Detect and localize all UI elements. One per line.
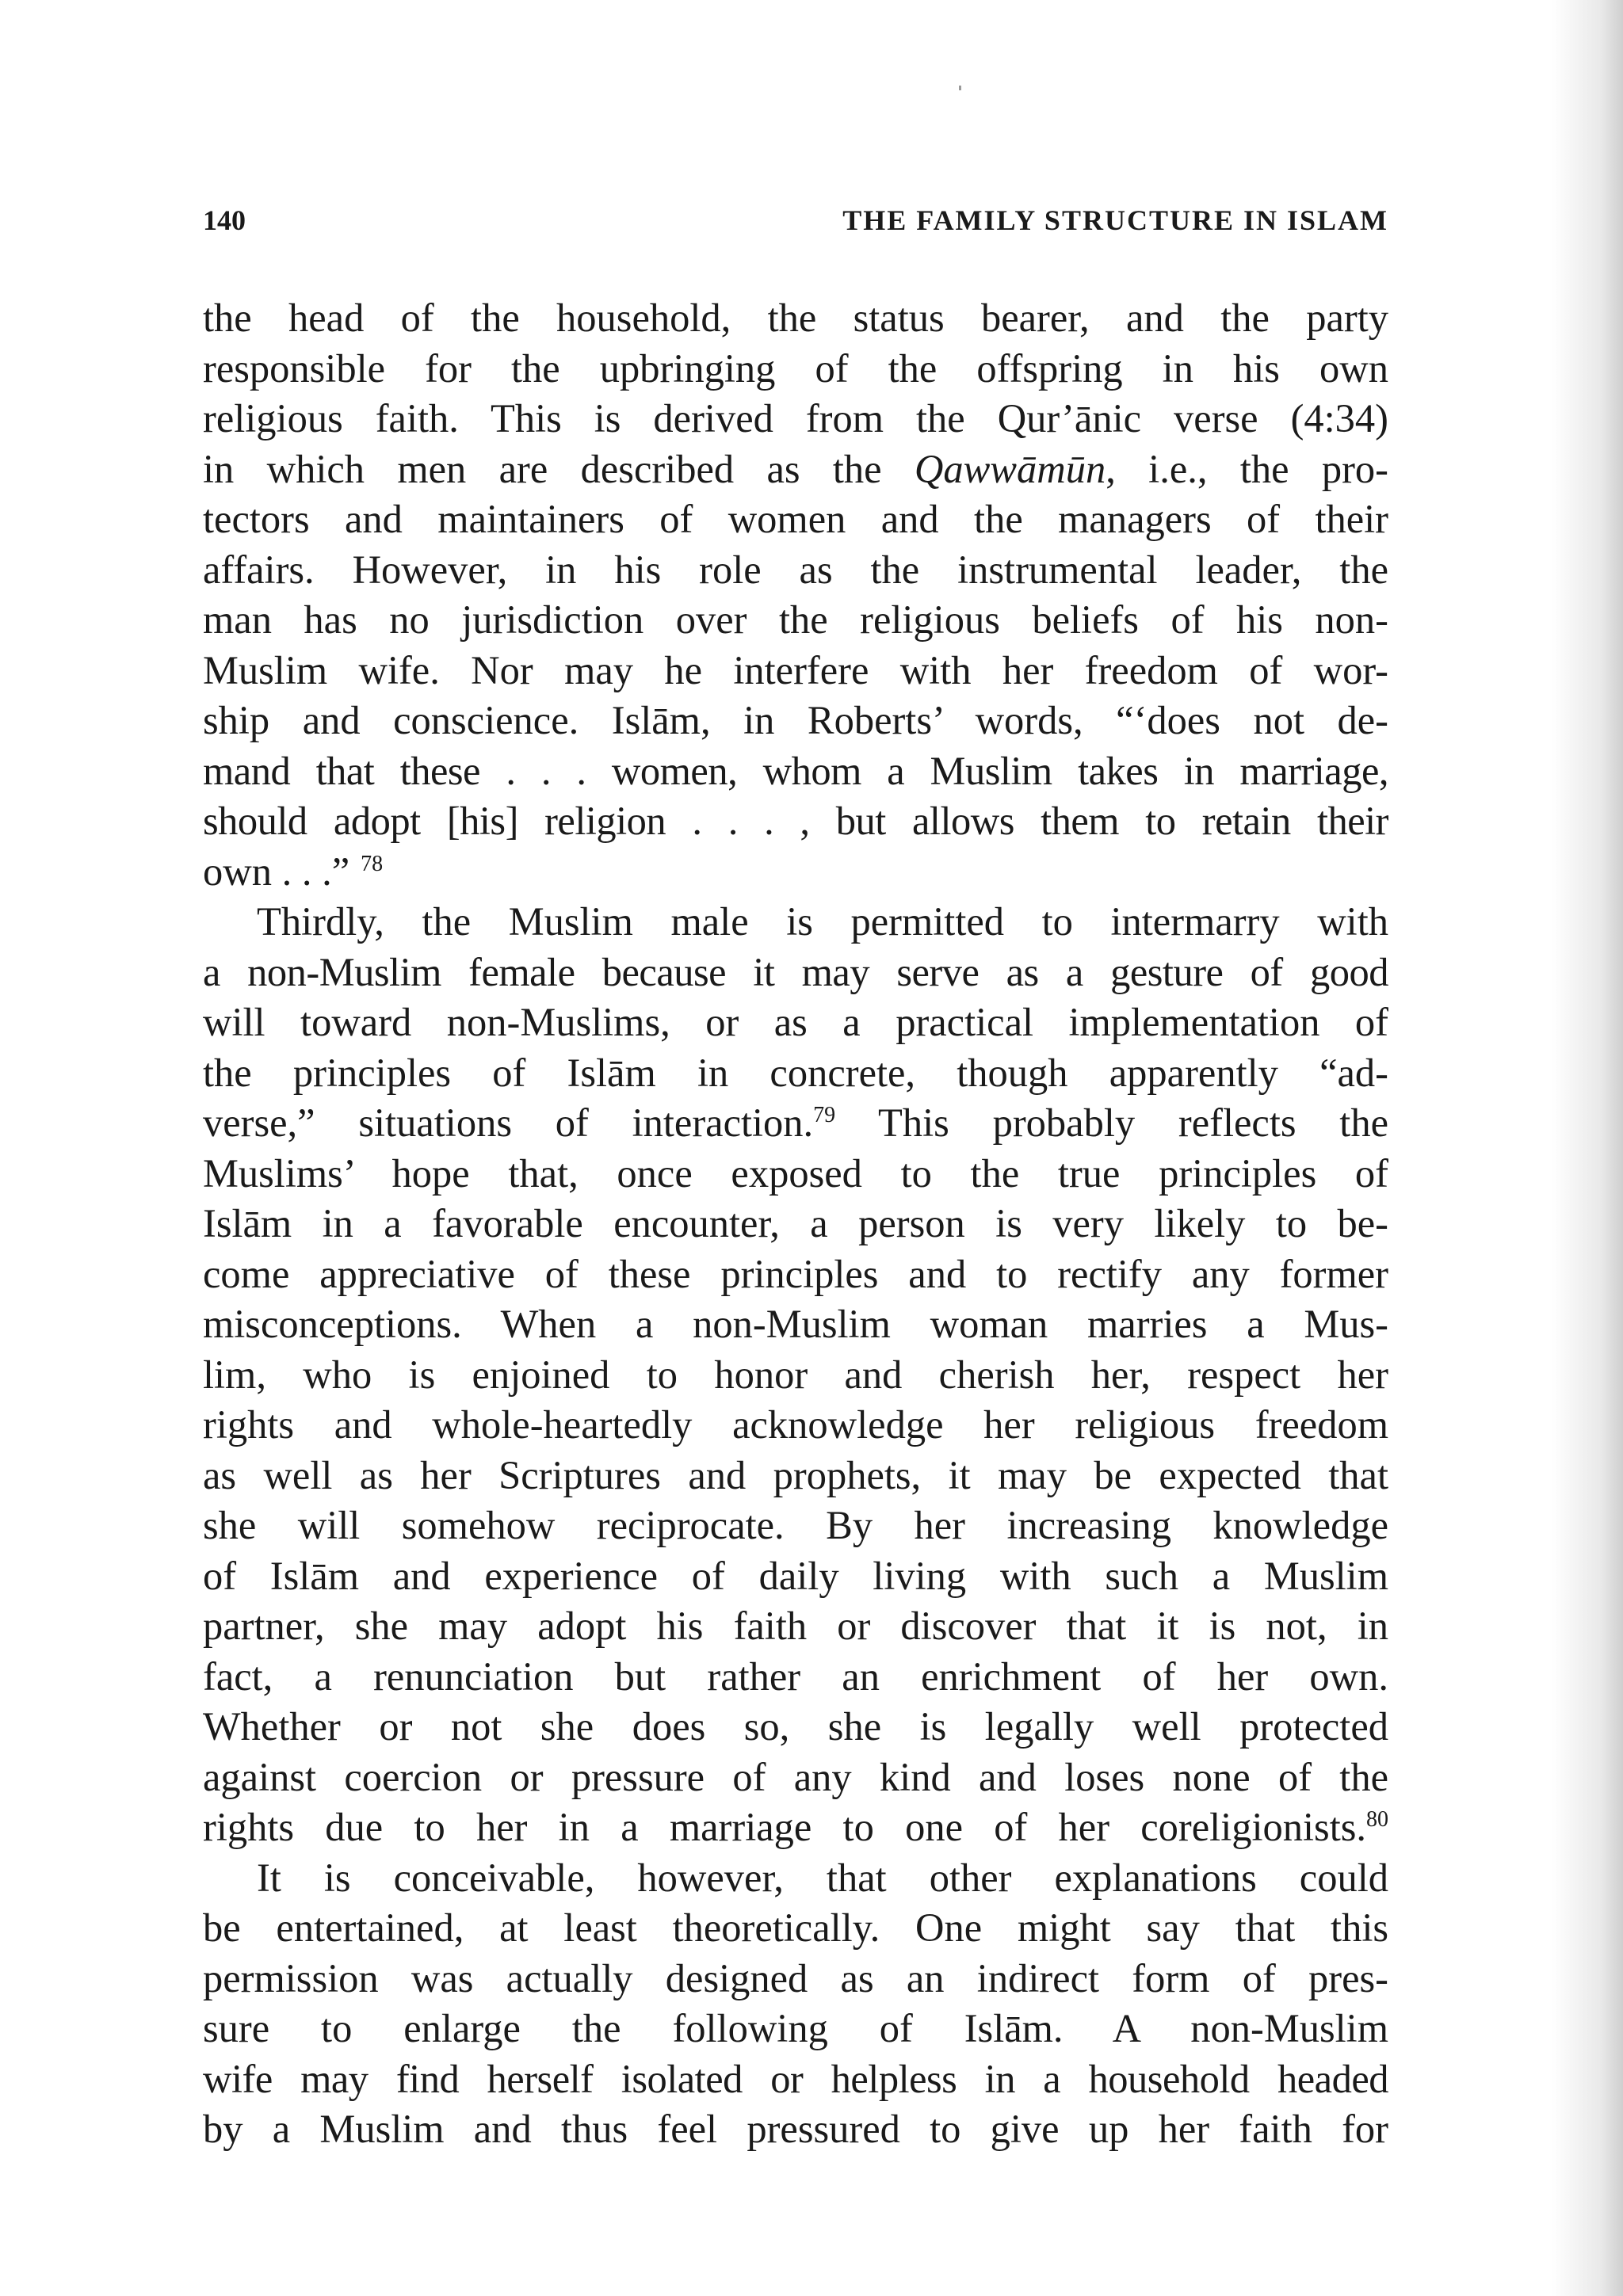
text-line: Islām in a favorable encounter, a person is very likely to be- <box>203 1201 1388 1245</box>
text-line: Whether or not she does so, she is legally well protected <box>203 1704 1388 1749</box>
text-segment: This probably reflects the <box>835 1100 1388 1145</box>
text-line: permission was actually designed as an indirect form of pres- <box>203 1955 1388 2000</box>
text-line: the head of the household, the status bearer, and the party <box>203 296 1388 340</box>
text-line: will toward non-Muslims, or as a practical implementation of <box>203 1000 1388 1044</box>
text-segment: rights due to her in a marriage to one of her coreligionists. <box>203 1805 1366 1849</box>
page-edge-shadow <box>1552 0 1623 2296</box>
text-line: a non-Muslim female because it may serve as a gesture of good <box>203 949 1388 994</box>
scan-speck <box>959 86 961 90</box>
text-line: tectors and maintainers of women and the managers of their <box>203 497 1388 541</box>
text-line: responsible for the upbringing of the offspring in his own <box>203 345 1388 391</box>
text-line-with-footnote <box>203 1098 1388 1149</box>
footnote-marker: 80 <box>1366 1807 1388 1832</box>
text-segment: in which men are described as the <box>203 446 915 491</box>
page-number: 140 <box>203 204 246 236</box>
text-line: she will somehow reciprocate. By her increasing knowledge <box>203 1503 1388 1547</box>
text-line: be entertained, at least theoretically. One might say that this <box>203 1905 1388 1950</box>
text-segment: , i.e., the pro- <box>1106 446 1388 491</box>
footnote-marker: 79 <box>813 1103 836 1127</box>
text-line-with-footnote <box>203 847 1388 898</box>
text-line: by a Muslim and thus feel pressured to give up her faith for <box>203 2107 1388 2151</box>
text-line: should adopt [his] religion . . . , but allows them to retain their <box>203 799 1388 843</box>
text-segment: verse,” situations of interaction. <box>203 1100 814 1145</box>
italic-term: Qawwāmūn <box>914 446 1106 491</box>
text-line: man has no jurisdiction over the religious beliefs of his non- <box>203 597 1388 642</box>
text-line: affairs. However, in his role as the instrumental leader, the <box>203 547 1388 592</box>
text-line: mand that these . . . women, whom a Muslim takes in marriage, <box>203 748 1388 793</box>
text-line-with-footnote <box>203 1802 1388 1853</box>
text-line: the principles of Islām in concrete, though apparently “ad- <box>203 1050 1388 1095</box>
running-header <box>203 196 1388 244</box>
text-segment: own . . .” <box>203 849 350 894</box>
text-line: come appreciative of these principles and to rectify any former <box>203 1251 1388 1296</box>
text-line: partner, she may adopt his faith or discover that it is not, in <box>203 1604 1388 1648</box>
text-line-with-italic <box>203 444 1388 495</box>
text-line: fact, a renunciation but rather an enrichment of her own. <box>203 1653 1388 1699</box>
paragraph-start-line: Thirdly, the Muslim male is permitted to intermarry with <box>257 899 1388 944</box>
text-line: ship and conscience. Islām, in Roberts’ words, “‘does not de- <box>203 698 1388 742</box>
body-text <box>203 293 1388 2155</box>
text-line: against coercion or pressure of any kind and loses none of the <box>203 1754 1388 1799</box>
text-line: sure to enlarge the following of Islām. A non-Muslim <box>203 2006 1388 2050</box>
text-line: wife may find herself isolated or helpless in a household headed <box>203 2056 1388 2101</box>
text-line: rights and whole-heartedly acknowledge her religious freedom <box>203 1402 1388 1447</box>
text-line: Muslims’ hope that, once exposed to the true principles of <box>203 1150 1388 1196</box>
footnote-marker: 78 <box>361 851 384 876</box>
paragraph-start-line: It is conceivable, however, that other explanations could <box>257 1855 1388 1900</box>
text-line: lim, who is enjoined to honor and cherish her, respect her <box>203 1352 1388 1397</box>
text-line: misconceptions. When a non-Muslim woman marries a Mus- <box>203 1302 1388 1346</box>
running-title: THE FAMILY STRUCTURE IN ISLAM <box>842 204 1388 236</box>
text-line: religious faith. This is derived from the Qur’ānic verse (4:34) <box>203 396 1388 441</box>
text-line: as well as her Scriptures and prophets, it may be expected that <box>203 1452 1388 1497</box>
text-line: Muslim wife. Nor may he interfere with her freedom of wor- <box>203 647 1388 692</box>
text-line: of Islām and experience of daily living with such a Muslim <box>203 1553 1388 1598</box>
